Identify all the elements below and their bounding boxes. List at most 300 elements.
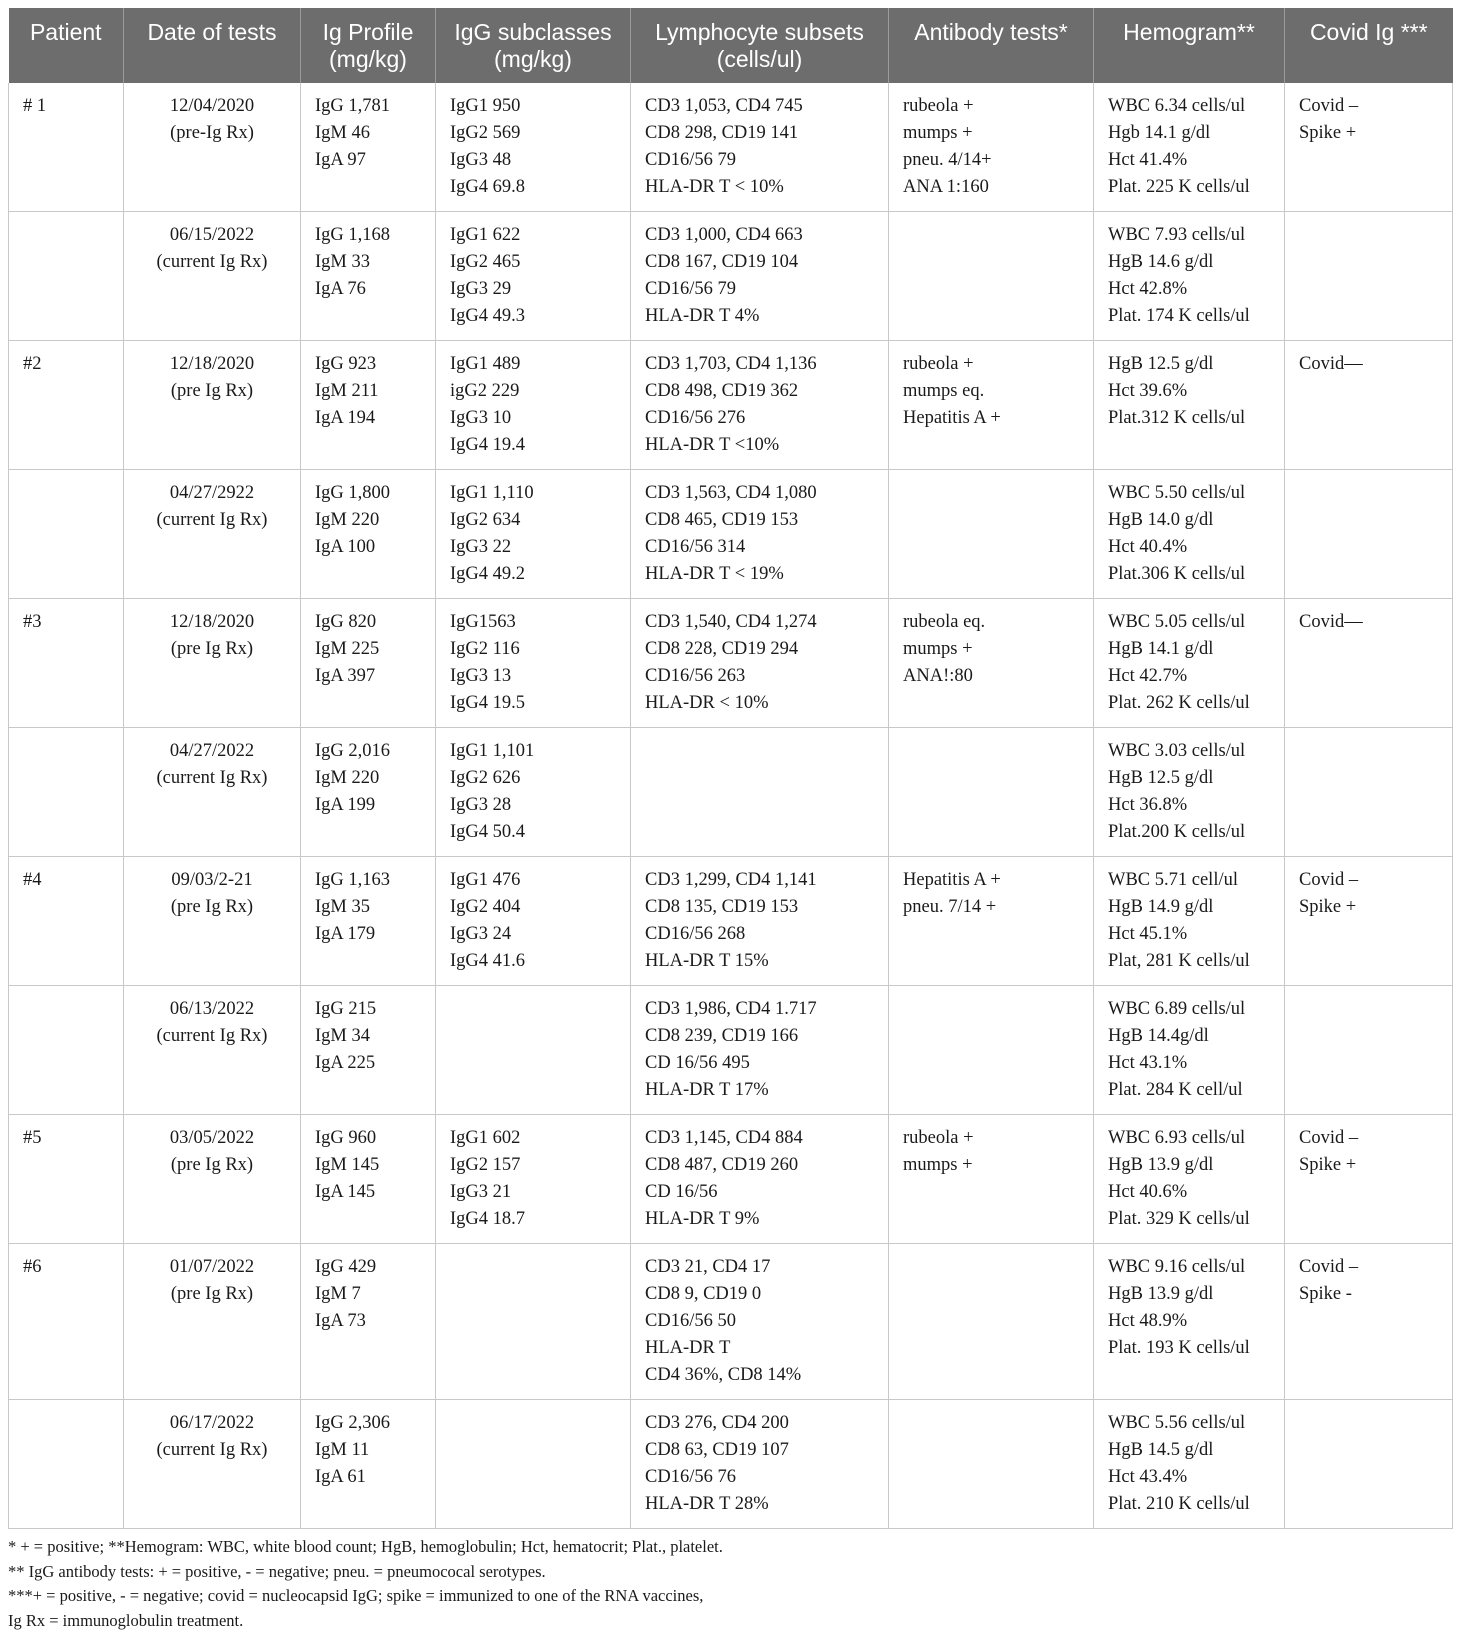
igg-subclasses-cell [436, 83, 631, 212]
covid-ig-cell [1285, 470, 1453, 599]
hemogram-cell-line: Plat. 174 K cells/ul [1108, 303, 1276, 330]
igg-subclasses-cell-line: IgG1 489 [450, 351, 622, 378]
lymphocyte-subsets-cell [631, 728, 889, 857]
hemogram-cell-line: Hct 36.8% [1108, 792, 1276, 819]
igg-subclasses-cell-line: IgG1563 [450, 609, 622, 636]
lymphocyte-subsets-cell-line: CD3 276, CD4 200 [645, 1410, 880, 1437]
hemogram-cell [1094, 1244, 1285, 1400]
lymphocyte-subsets-cell-line: HLA-DR T < 19% [645, 561, 880, 588]
table-row [9, 1400, 1453, 1529]
lymphocyte-subsets-cell-line: CD8 498, CD19 362 [645, 378, 880, 405]
igg-subclasses-cell [436, 212, 631, 341]
table-row [9, 212, 1453, 341]
ig-profile-cell-line: IgA 100 [315, 534, 427, 561]
ig-profile-cell [301, 470, 436, 599]
date-cell [124, 857, 301, 986]
igg-subclasses-cell-line: IgG4 41.6 [450, 948, 622, 975]
header-date: Date of tests [124, 8, 301, 83]
header-antibody-tests: Antibody tests* [889, 8, 1094, 83]
ig-profile-cell [301, 1244, 436, 1400]
lymphocyte-subsets-cell [631, 599, 889, 728]
hemogram-cell-line: WBC 5.50 cells/ul [1108, 480, 1276, 507]
ig-profile-cell-line: IgG 1,800 [315, 480, 427, 507]
ig-profile-cell-line: IgA 97 [315, 147, 427, 174]
lymphocyte-subsets-cell [631, 470, 889, 599]
ig-profile-cell [301, 1400, 436, 1529]
covid-ig-cell [1285, 599, 1453, 728]
antibody-tests-cell-line: rubeola + [903, 1125, 1085, 1152]
date-cell [124, 341, 301, 470]
igg-subclasses-cell [436, 470, 631, 599]
igg-subclasses-cell-line: IgG4 49.2 [450, 561, 622, 588]
antibody-tests-cell-line: rubeola + [903, 351, 1085, 378]
ig-profile-cell-line: IgM 33 [315, 249, 427, 276]
igg-subclasses-cell-line: IgG3 13 [450, 663, 622, 690]
table-row [9, 341, 1453, 470]
antibody-tests-cell-line: ANA 1:160 [903, 174, 1085, 201]
patient-cell [9, 83, 124, 212]
antibody-tests-cell [889, 599, 1094, 728]
hemogram-cell-line: HgB 14.5 g/dl [1108, 1437, 1276, 1464]
igg-subclasses-cell-line: IgG2 569 [450, 120, 622, 147]
patient-cell [9, 599, 124, 728]
patient-cell-text: #5 [23, 1125, 115, 1152]
antibody-tests-cell [889, 986, 1094, 1115]
lymphocyte-subsets-cell-line: CD3 1,053, CD4 745 [645, 93, 880, 120]
hemogram-cell-line: Hct 39.6% [1108, 378, 1276, 405]
igg-subclasses-cell-line: IgG3 28 [450, 792, 622, 819]
covid-ig-cell [1285, 341, 1453, 470]
antibody-tests-cell-line: mumps + [903, 120, 1085, 147]
footnote-1: * + = positive; **Hemogram: WBC, white blood count; HgB, hemoglobulin; Hct, hematocrit; Plat., platelet. [8, 1535, 1452, 1560]
date-cell [124, 728, 301, 857]
ig-profile-cell-line: IgA 145 [315, 1179, 427, 1206]
antibody-tests-cell [889, 728, 1094, 857]
lymphocyte-subsets-cell-line: CD3 1,986, CD4 1.717 [645, 996, 880, 1023]
igg-subclasses-cell [436, 1115, 631, 1244]
igg-subclasses-cell-line: IgG3 29 [450, 276, 622, 303]
covid-ig-cell-line: Covid— [1299, 351, 1444, 378]
hemogram-cell-line: Plat, 281 K cells/ul [1108, 948, 1276, 975]
hemogram-cell-line: Plat.306 K cells/ul [1108, 561, 1276, 588]
table-row [9, 857, 1453, 986]
lymphocyte-subsets-cell-line: CD8 228, CD19 294 [645, 636, 880, 663]
hemogram-cell-line: Hct 43.1% [1108, 1050, 1276, 1077]
ig-profile-cell-line: IgG 429 [315, 1254, 427, 1281]
hemogram-cell [1094, 986, 1285, 1115]
table-row [9, 1244, 1453, 1400]
hemogram-cell-line: WBC 9.16 cells/ul [1108, 1254, 1276, 1281]
hemogram-cell [1094, 599, 1285, 728]
igg-subclasses-cell-line: IgG3 21 [450, 1179, 622, 1206]
date-cell [124, 599, 301, 728]
covid-ig-cell-line: Spike + [1299, 894, 1444, 921]
lymphocyte-subsets-cell-line: CD16/56 79 [645, 276, 880, 303]
hemogram-cell-line: HgB 14.6 g/dl [1108, 249, 1276, 276]
hemogram-cell-line: Hct 42.7% [1108, 663, 1276, 690]
lymphocyte-subsets-cell-line: CD16/56 50 [645, 1308, 880, 1335]
igg-subclasses-cell-line: IgG4 19.4 [450, 432, 622, 459]
table-row [9, 599, 1453, 728]
table-container [8, 8, 1452, 1633]
lymphocyte-subsets-cell-line: CD8 167, CD19 104 [645, 249, 880, 276]
igg-subclasses-cell-line: IgG2 404 [450, 894, 622, 921]
patient-cell-text: #6 [23, 1254, 115, 1281]
antibody-tests-cell-line: mumps eq. [903, 378, 1085, 405]
hemogram-cell-line: Hct 42.8% [1108, 276, 1276, 303]
patient-cell [9, 341, 124, 470]
header-ig-profile: Ig Profile (mg/kg) [301, 8, 436, 83]
hemogram-cell-line: Hct 45.1% [1108, 921, 1276, 948]
ig-profile-cell-line: IgA 73 [315, 1308, 427, 1335]
igg-subclasses-cell-line: IgG4 50.4 [450, 819, 622, 846]
lymphocyte-subsets-cell [631, 1244, 889, 1400]
lymphocyte-subsets-cell-line: CD8 298, CD19 141 [645, 120, 880, 147]
patient-cell [9, 728, 124, 857]
patient-cell [9, 212, 124, 341]
igg-subclasses-cell-line: IgG3 48 [450, 147, 622, 174]
lymphocyte-subsets-cell-line: HLA-DR T 9% [645, 1206, 880, 1233]
ig-profile-cell [301, 1115, 436, 1244]
date-cell-line: (pre Ig Rx) [128, 894, 296, 921]
hemogram-cell-line: HgB 12.5 g/dl [1108, 351, 1276, 378]
header-igg-subclasses: IgG subclasses (mg/kg) [436, 8, 631, 83]
antibody-tests-cell-line: pneu. 7/14 + [903, 894, 1085, 921]
date-cell-line: 06/13/2022 [128, 996, 296, 1023]
table-row [9, 470, 1453, 599]
lymphocyte-subsets-cell [631, 986, 889, 1115]
lymphocyte-subsets-cell-line: CD4 36%, CD8 14% [645, 1362, 880, 1389]
ig-profile-cell-line: IgG 960 [315, 1125, 427, 1152]
antibody-tests-cell [889, 470, 1094, 599]
covid-ig-cell [1285, 728, 1453, 857]
hemogram-cell-line: WBC 5.71 cell/ul [1108, 867, 1276, 894]
lymphocyte-subsets-cell-line: CD3 1,540, CD4 1,274 [645, 609, 880, 636]
hemogram-cell-line: HgB 14.4g/dl [1108, 1023, 1276, 1050]
lymphocyte-subsets-cell-line: CD3 1,145, CD4 884 [645, 1125, 880, 1152]
lymphocyte-subsets-cell-line: CD8 239, CD19 166 [645, 1023, 880, 1050]
lymphocyte-subsets-cell-line: CD3 1,299, CD4 1,141 [645, 867, 880, 894]
date-cell-line: (current Ig Rx) [128, 765, 296, 792]
ig-profile-cell-line: IgA 179 [315, 921, 427, 948]
hemogram-cell [1094, 728, 1285, 857]
igg-subclasses-cell-line: IgG1 950 [450, 93, 622, 120]
ig-profile-cell-line: IgM 46 [315, 120, 427, 147]
date-cell [124, 83, 301, 212]
hemogram-cell [1094, 1115, 1285, 1244]
patient-cell [9, 986, 124, 1115]
lymphocyte-subsets-cell-line: CD16/56 263 [645, 663, 880, 690]
patient-cell-text: #2 [23, 351, 115, 378]
antibody-tests-cell [889, 857, 1094, 986]
date-cell-line: (pre Ig Rx) [128, 1152, 296, 1179]
date-cell-line: (pre Ig Rx) [128, 636, 296, 663]
patient-cell [9, 857, 124, 986]
lymphocyte-subsets-cell-line: CD16/56 268 [645, 921, 880, 948]
ig-profile-cell-line: IgM 34 [315, 1023, 427, 1050]
date-cell-line: 12/18/2020 [128, 351, 296, 378]
igg-subclasses-cell-line: IgG4 69.8 [450, 174, 622, 201]
antibody-tests-cell [889, 1115, 1094, 1244]
date-cell-line: 01/07/2022 [128, 1254, 296, 1281]
hemogram-cell-line: HgB 12.5 g/dl [1108, 765, 1276, 792]
covid-ig-cell-line: Covid – [1299, 867, 1444, 894]
date-cell-line: 09/03/2-21 [128, 867, 296, 894]
hemogram-cell [1094, 857, 1285, 986]
patient-cell-text: # 1 [23, 93, 115, 120]
igg-subclasses-cell [436, 341, 631, 470]
lymphocyte-subsets-cell-line: HLA-DR T 17% [645, 1077, 880, 1104]
lymphocyte-subsets-cell [631, 341, 889, 470]
date-cell-line: 04/27/2022 [128, 738, 296, 765]
lymphocyte-subsets-cell-line: HLA-DR T 4% [645, 303, 880, 330]
date-cell-line: 12/18/2020 [128, 609, 296, 636]
lymphocyte-subsets-cell-line: CD8 465, CD19 153 [645, 507, 880, 534]
hemogram-cell [1094, 83, 1285, 212]
ig-profile-cell [301, 599, 436, 728]
hemogram-cell-line: HgB 13.9 g/dl [1108, 1281, 1276, 1308]
igg-subclasses-cell-line: IgG1 1,110 [450, 480, 622, 507]
lymphocyte-subsets-cell-line: HLA-DR < 10% [645, 690, 880, 717]
antibody-tests-cell-line: rubeola + [903, 93, 1085, 120]
hemogram-cell-line: Plat. 284 K cell/ul [1108, 1077, 1276, 1104]
hemogram-cell-line: HgB 14.0 g/dl [1108, 507, 1276, 534]
date-cell-line: 12/04/2020 [128, 93, 296, 120]
ig-profile-cell [301, 728, 436, 857]
ig-profile-cell-line: IgM 211 [315, 378, 427, 405]
ig-profile-cell-line: IgG 2,306 [315, 1410, 427, 1437]
hemogram-cell-line: Hgb 14.1 g/dl [1108, 120, 1276, 147]
antibody-tests-cell-line: pneu. 4/14+ [903, 147, 1085, 174]
footnotes [8, 1535, 1452, 1633]
lymphocyte-subsets-cell-line: CD8 9, CD19 0 [645, 1281, 880, 1308]
date-cell [124, 1244, 301, 1400]
lymphocyte-subsets-cell-line: CD 16/56 [645, 1179, 880, 1206]
lymphocyte-subsets-cell-line: CD16/56 76 [645, 1464, 880, 1491]
igg-subclasses-cell-line: IgG2 465 [450, 249, 622, 276]
ig-profile-cell-line: IgG 1,781 [315, 93, 427, 120]
hemogram-cell-line: WBC 5.56 cells/ul [1108, 1410, 1276, 1437]
date-cell-line: 03/05/2022 [128, 1125, 296, 1152]
header-row [9, 8, 1453, 83]
ig-profile-cell [301, 212, 436, 341]
ig-profile-cell-line: IgG 215 [315, 996, 427, 1023]
hemogram-cell-line: WBC 6.34 cells/ul [1108, 93, 1276, 120]
hemogram-cell [1094, 1400, 1285, 1529]
lymphocyte-subsets-cell-line: CD8 135, CD19 153 [645, 894, 880, 921]
covid-ig-cell-line: Spike + [1299, 120, 1444, 147]
ig-profile-cell-line: IgM 145 [315, 1152, 427, 1179]
lymphocyte-subsets-cell-line: CD3 1,703, CD4 1,136 [645, 351, 880, 378]
hemogram-cell-line: Plat. 262 K cells/ul [1108, 690, 1276, 717]
igg-subclasses-cell-line: IgG3 22 [450, 534, 622, 561]
lymphocyte-subsets-cell [631, 857, 889, 986]
ig-profile-cell-line: IgM 225 [315, 636, 427, 663]
date-cell [124, 986, 301, 1115]
ig-profile-cell-line: IgA 76 [315, 276, 427, 303]
patient-cell-text: #4 [23, 867, 115, 894]
hemogram-cell-line: WBC 6.89 cells/ul [1108, 996, 1276, 1023]
table-body [9, 83, 1453, 1529]
hemogram-cell-line: WBC 7.93 cells/ul [1108, 222, 1276, 249]
igg-subclasses-cell-line: IgG2 157 [450, 1152, 622, 1179]
hemogram-cell-line: HgB 13.9 g/dl [1108, 1152, 1276, 1179]
date-cell-line: (current Ig Rx) [128, 1437, 296, 1464]
ig-profile-cell-line: IgA 225 [315, 1050, 427, 1077]
hemogram-cell-line: HgB 14.1 g/dl [1108, 636, 1276, 663]
covid-ig-cell [1285, 1244, 1453, 1400]
covid-ig-cell-line: Covid – [1299, 1254, 1444, 1281]
lymphocyte-subsets-cell [631, 1400, 889, 1529]
hemogram-cell-line: Plat. 210 K cells/ul [1108, 1491, 1276, 1518]
footnote-4: Ig Rx = immunoglobulin treatment. [8, 1609, 1452, 1633]
date-cell-line: 06/17/2022 [128, 1410, 296, 1437]
lymphocyte-subsets-cell-line: CD3 21, CD4 17 [645, 1254, 880, 1281]
covid-ig-cell [1285, 857, 1453, 986]
igg-subclasses-cell-line: IgG1 476 [450, 867, 622, 894]
patient-cell [9, 1400, 124, 1529]
covid-ig-cell-line: Covid – [1299, 93, 1444, 120]
igg-subclasses-cell [436, 857, 631, 986]
hemogram-cell-line: Plat. 225 K cells/ul [1108, 174, 1276, 201]
igg-subclasses-cell-line: igG2 229 [450, 378, 622, 405]
header-covid-ig: Covid Ig *** [1285, 8, 1453, 83]
igg-subclasses-cell [436, 599, 631, 728]
header-lymphocyte-subsets: Lymphocyte subsets (cells/ul) [631, 8, 889, 83]
igg-subclasses-cell-line: IgG2 116 [450, 636, 622, 663]
antibody-tests-cell [889, 1244, 1094, 1400]
lymphocyte-subsets-cell-line: CD8 63, CD19 107 [645, 1437, 880, 1464]
ig-profile-cell-line: IgA 199 [315, 792, 427, 819]
covid-ig-cell [1285, 212, 1453, 341]
date-cell [124, 470, 301, 599]
antibody-tests-cell [889, 341, 1094, 470]
covid-ig-cell-line: Spike - [1299, 1281, 1444, 1308]
table-row [9, 986, 1453, 1115]
antibody-tests-cell-line: mumps + [903, 1152, 1085, 1179]
ig-profile-cell [301, 986, 436, 1115]
ig-profile-cell-line: IgA 397 [315, 663, 427, 690]
covid-ig-cell-line: Spike + [1299, 1152, 1444, 1179]
lymphocyte-subsets-cell-line: HLA-DR T 15% [645, 948, 880, 975]
antibody-tests-cell [889, 1400, 1094, 1529]
lymphocyte-subsets-cell [631, 1115, 889, 1244]
patient-test-table [8, 8, 1453, 1529]
hemogram-cell [1094, 212, 1285, 341]
ig-profile-cell-line: IgM 35 [315, 894, 427, 921]
hemogram-cell-line: Plat. 329 K cells/ul [1108, 1206, 1276, 1233]
covid-ig-cell [1285, 986, 1453, 1115]
hemogram-cell-line: WBC 6.93 cells/ul [1108, 1125, 1276, 1152]
ig-profile-cell-line: IgM 220 [315, 765, 427, 792]
covid-ig-cell [1285, 1115, 1453, 1244]
igg-subclasses-cell-line: IgG3 10 [450, 405, 622, 432]
ig-profile-cell-line: IgM 220 [315, 507, 427, 534]
hemogram-cell-line: Hct 48.9% [1108, 1308, 1276, 1335]
date-cell [124, 1400, 301, 1529]
lymphocyte-subsets-cell [631, 212, 889, 341]
lymphocyte-subsets-cell-line: HLA-DR T [645, 1335, 880, 1362]
ig-profile-cell-line: IgG 1,168 [315, 222, 427, 249]
date-cell-line: (current Ig Rx) [128, 507, 296, 534]
date-cell-line: (current Ig Rx) [128, 1023, 296, 1050]
ig-profile-cell-line: IgG 2,016 [315, 738, 427, 765]
lymphocyte-subsets-cell-line: HLA-DR T <10% [645, 432, 880, 459]
date-cell-line: (pre-Ig Rx) [128, 120, 296, 147]
table-row [9, 1115, 1453, 1244]
antibody-tests-cell [889, 83, 1094, 212]
igg-subclasses-cell [436, 986, 631, 1115]
antibody-tests-cell-line: Hepatitis A + [903, 867, 1085, 894]
patient-cell-text: #3 [23, 609, 115, 636]
covid-ig-cell [1285, 1400, 1453, 1529]
antibody-tests-cell-line: ANA!:80 [903, 663, 1085, 690]
ig-profile-cell-line: IgA 61 [315, 1464, 427, 1491]
igg-subclasses-cell-line: IgG1 1,101 [450, 738, 622, 765]
hemogram-cell-line: Hct 43.4% [1108, 1464, 1276, 1491]
lymphocyte-subsets-cell-line: CD3 1,000, CD4 663 [645, 222, 880, 249]
ig-profile-cell-line: IgM 11 [315, 1437, 427, 1464]
hemogram-cell-line: WBC 3.03 cells/ul [1108, 738, 1276, 765]
antibody-tests-cell-line: Hepatitis A + [903, 405, 1085, 432]
igg-subclasses-cell-line: IgG4 18.7 [450, 1206, 622, 1233]
hemogram-cell [1094, 341, 1285, 470]
igg-subclasses-cell-line: IgG4 49.3 [450, 303, 622, 330]
header-hemogram: Hemogram** [1094, 8, 1285, 83]
igg-subclasses-cell-line: IgG2 626 [450, 765, 622, 792]
covid-ig-cell-line: Covid – [1299, 1125, 1444, 1152]
antibody-tests-cell-line: mumps + [903, 636, 1085, 663]
date-cell [124, 212, 301, 341]
ig-profile-cell [301, 857, 436, 986]
hemogram-cell-line: Hct 40.4% [1108, 534, 1276, 561]
hemogram-cell-line: Plat. 193 K cells/ul [1108, 1335, 1276, 1362]
footnote-3: ***+ = positive, - = negative; covid = nucleocapsid IgG; spike = immunized to one of the RNA vaccines, [8, 1584, 1452, 1609]
lymphocyte-subsets-cell-line: CD8 487, CD19 260 [645, 1152, 880, 1179]
table-row [9, 728, 1453, 857]
lymphocyte-subsets-cell-line: CD16/56 79 [645, 147, 880, 174]
table-row [9, 83, 1453, 212]
footnote-2: ** IgG antibody tests: + = positive, - = negative; pneu. = pneumococal serotypes. [8, 1560, 1452, 1585]
igg-subclasses-cell-line: IgG3 24 [450, 921, 622, 948]
date-cell [124, 1115, 301, 1244]
covid-ig-cell [1285, 83, 1453, 212]
lymphocyte-subsets-cell-line: CD16/56 276 [645, 405, 880, 432]
date-cell-line: (pre Ig Rx) [128, 1281, 296, 1308]
date-cell-line: 04/27/2922 [128, 480, 296, 507]
ig-profile-cell-line: IgG 820 [315, 609, 427, 636]
igg-subclasses-cell [436, 1244, 631, 1400]
hemogram-cell-line: Hct 41.4% [1108, 147, 1276, 174]
ig-profile-cell-line: IgG 923 [315, 351, 427, 378]
igg-subclasses-cell [436, 1400, 631, 1529]
covid-ig-cell-line: Covid— [1299, 609, 1444, 636]
hemogram-cell-line: Hct 40.6% [1108, 1179, 1276, 1206]
hemogram-cell-line: WBC 5.05 cells/ul [1108, 609, 1276, 636]
ig-profile-cell-line: IgG 1,163 [315, 867, 427, 894]
hemogram-cell-line: HgB 14.9 g/dl [1108, 894, 1276, 921]
igg-subclasses-cell-line: IgG1 622 [450, 222, 622, 249]
ig-profile-cell [301, 83, 436, 212]
antibody-tests-cell-line: rubeola eq. [903, 609, 1085, 636]
hemogram-cell-line: Plat.200 K cells/ul [1108, 819, 1276, 846]
date-cell-line: (pre Ig Rx) [128, 378, 296, 405]
lymphocyte-subsets-cell-line: HLA-DR T 28% [645, 1491, 880, 1518]
antibody-tests-cell [889, 212, 1094, 341]
lymphocyte-subsets-cell [631, 83, 889, 212]
lymphocyte-subsets-cell-line: CD 16/56 495 [645, 1050, 880, 1077]
hemogram-cell [1094, 470, 1285, 599]
